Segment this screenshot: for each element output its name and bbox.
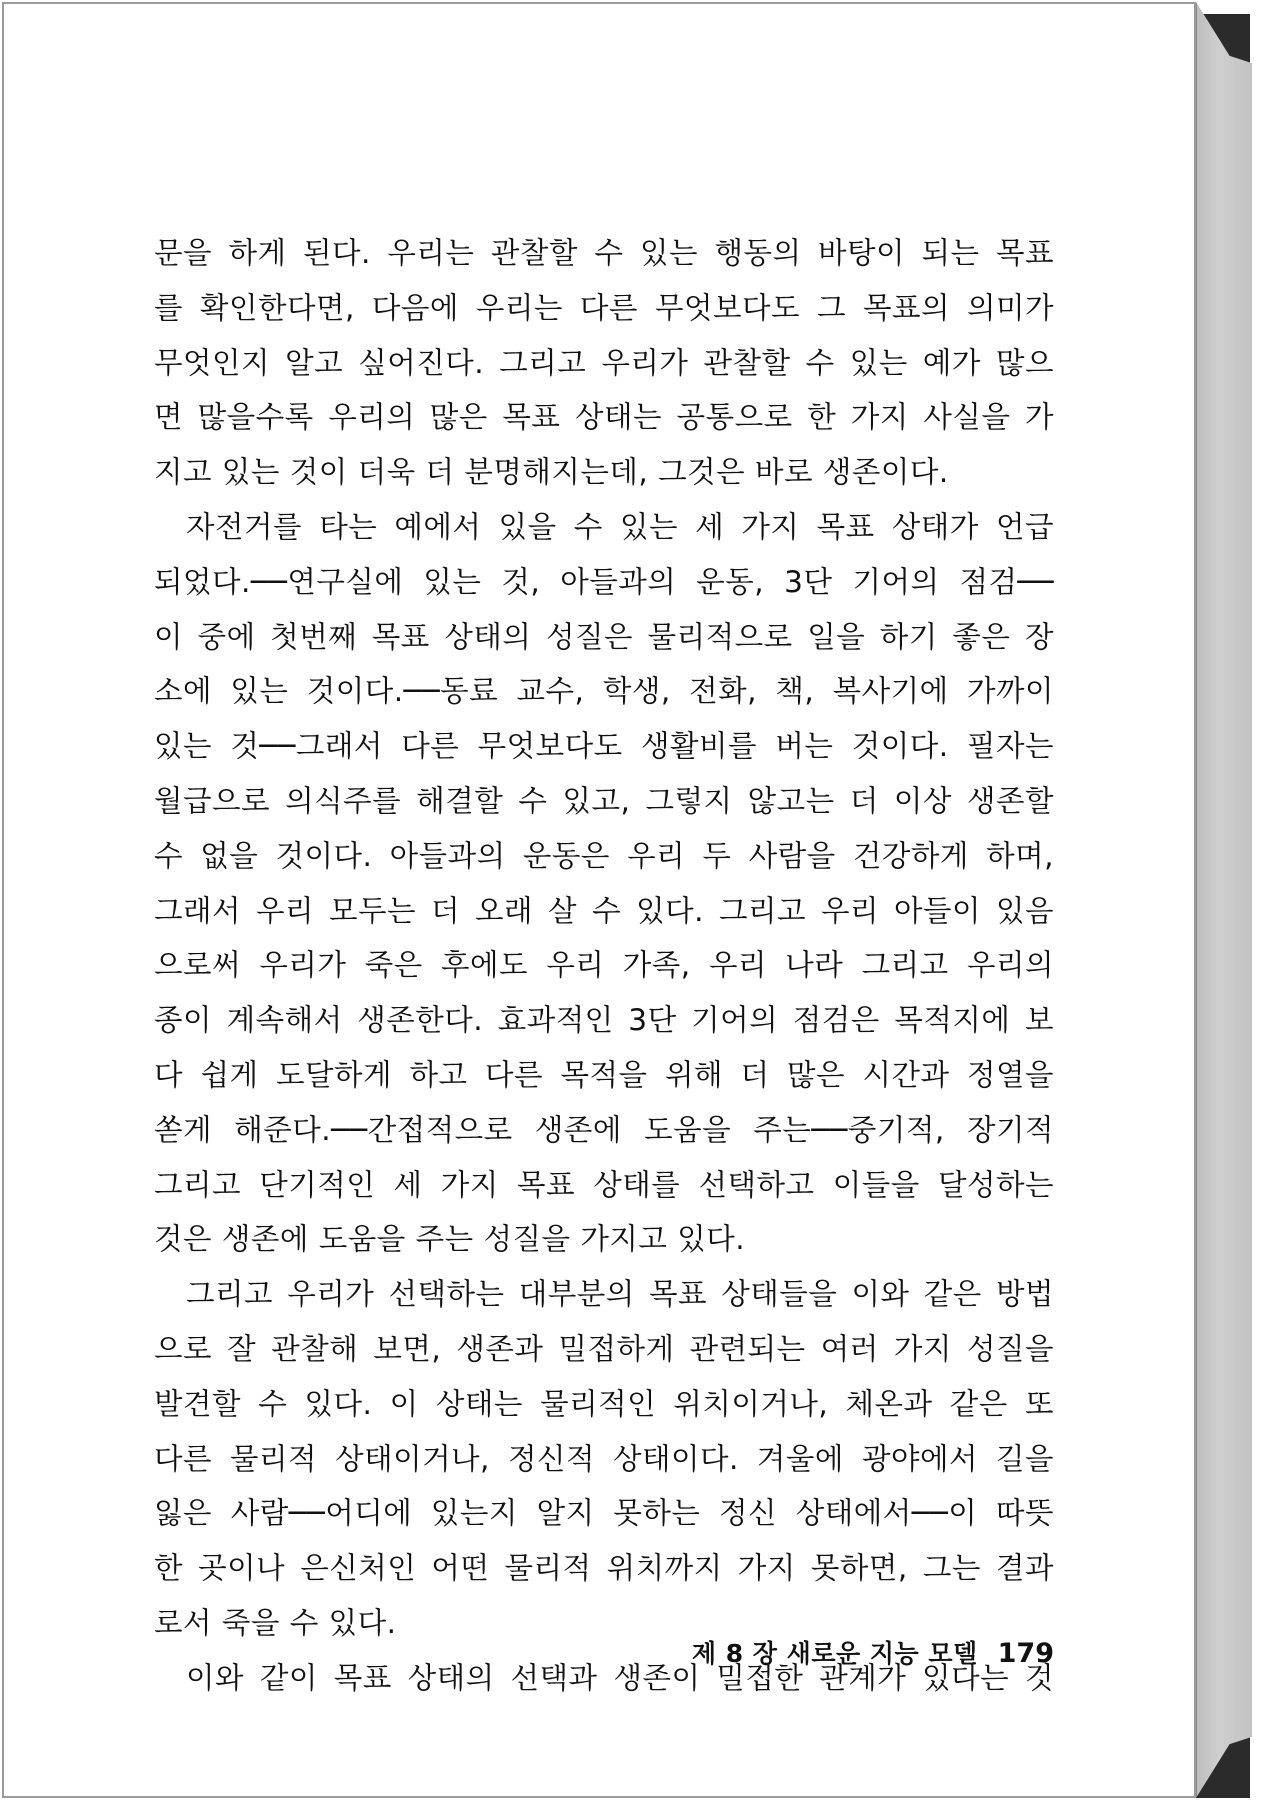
text-line: 종이 계속해서 생존한다. 효과적인 3단 기어의 점검은 목적지에 보	[154, 1003, 1054, 1038]
text-line: 수 없을 것이다. 아들과의 운동은 우리 두 사람을 건강하게 하며,	[154, 838, 1054, 873]
text-line: 것은 생존에 도움을 주는 성질을 가지고 있다.	[154, 1222, 746, 1257]
text-line: 그리고 우리가 선택하는 대부분의 목표 상태들을 이와 같은 방법	[186, 1277, 1054, 1312]
book-page	[2, 2, 1196, 1798]
text-line: 를 확인한다면, 다음에 우리는 다른 무엇보다도 그 목표의 의미가	[154, 290, 1054, 325]
text-line: 잃은 사람──어디에 있는지 알지 못하는 정신 상태에서──이 따뜻	[154, 1496, 1054, 1531]
text-line: 있는 것──그래서 다른 무엇보다도 생활비를 버는 것이다. 필자는	[154, 729, 1054, 764]
text-line: 다 쉽게 도달하게 하고 다른 목적을 위해 더 많은 시간과 정열을	[154, 1057, 1054, 1092]
text-line: 한 곳이나 은신처인 어떤 물리적 위치까지 가지 못하면, 그는 결과	[154, 1551, 1054, 1586]
text-line: 문을 하게 된다. 우리는 관찰할 수 있는 행동의 바탕이 되는 목표	[154, 236, 1054, 270]
text-line: 으로 잘 관찰해 보면, 생존과 밀접하게 관련되는 여러 가지 성질을	[154, 1331, 1054, 1366]
text-line: 지고 있는 것이 더욱 더 분명해지는데, 그것은 바로 생존이다.	[154, 455, 949, 490]
text-line: 로서 죽을 수 있다.	[154, 1605, 397, 1640]
text-line: 면 많을수록 우리의 많은 목표 상태는 공통으로 한 가지 사실을 가	[154, 400, 1054, 435]
text-line: 이 중에 첫번째 목표 상태의 성질은 물리적으로 일을 하기 좋은 장	[154, 619, 1054, 654]
text-line: 발견할 수 있다. 이 상태는 물리적인 위치이거나, 체온과 같은 또	[154, 1386, 1054, 1421]
page-number: 179	[997, 1638, 1054, 1669]
text-line: 소에 있는 것이다.──동료 교수, 학생, 전화, 책, 복사기에 가까이	[154, 674, 1054, 709]
text-line: 다른 물리적 상태이거나, 정신적 상태이다. 겨울에 광야에서 길을	[154, 1441, 1054, 1476]
chapter-title: 제 8 장 새로운 지능 모델	[691, 1639, 978, 1668]
text-line: 되었다.──연구실에 있는 것, 아들과의 운동, 3단 기어의 점검──	[154, 564, 1054, 599]
body-text	[154, 226, 1054, 1706]
running-footer	[690, 1634, 1054, 1670]
text-line: 무엇인지 알고 싶어진다. 그리고 우리가 관찰할 수 있는 예가 많으	[154, 345, 1054, 380]
text-line: 으로써 우리가 죽은 후에도 우리 가족, 우리 나라 그리고 우리의	[154, 948, 1054, 983]
text-line: 자전거를 타는 예에서 있을 수 있는 세 가지 목표 상태가 언급	[186, 509, 1054, 544]
text-line: 그리고 단기적인 세 가지 목표 상태를 선택하고 이들을 달성하는	[154, 1167, 1054, 1202]
text-line: 그래서 우리 모두는 더 오래 살 수 있다. 그리고 우리 아들이 있음	[154, 893, 1054, 928]
text-line: 쏟게 해준다.──간접적으로 생존에 도움을 주는──중기적, 장기적	[154, 1112, 1054, 1147]
text-line: 이와 같이 목표 상태의 선택과 생존이 밀접한 관계가 있다는 것	[186, 1660, 1054, 1695]
book-page-edges	[1196, 2, 1252, 1798]
text-line: 월급으로 의식주를 해결할 수 있고, 그렇지 않고는 더 이상 생존할	[154, 783, 1054, 818]
